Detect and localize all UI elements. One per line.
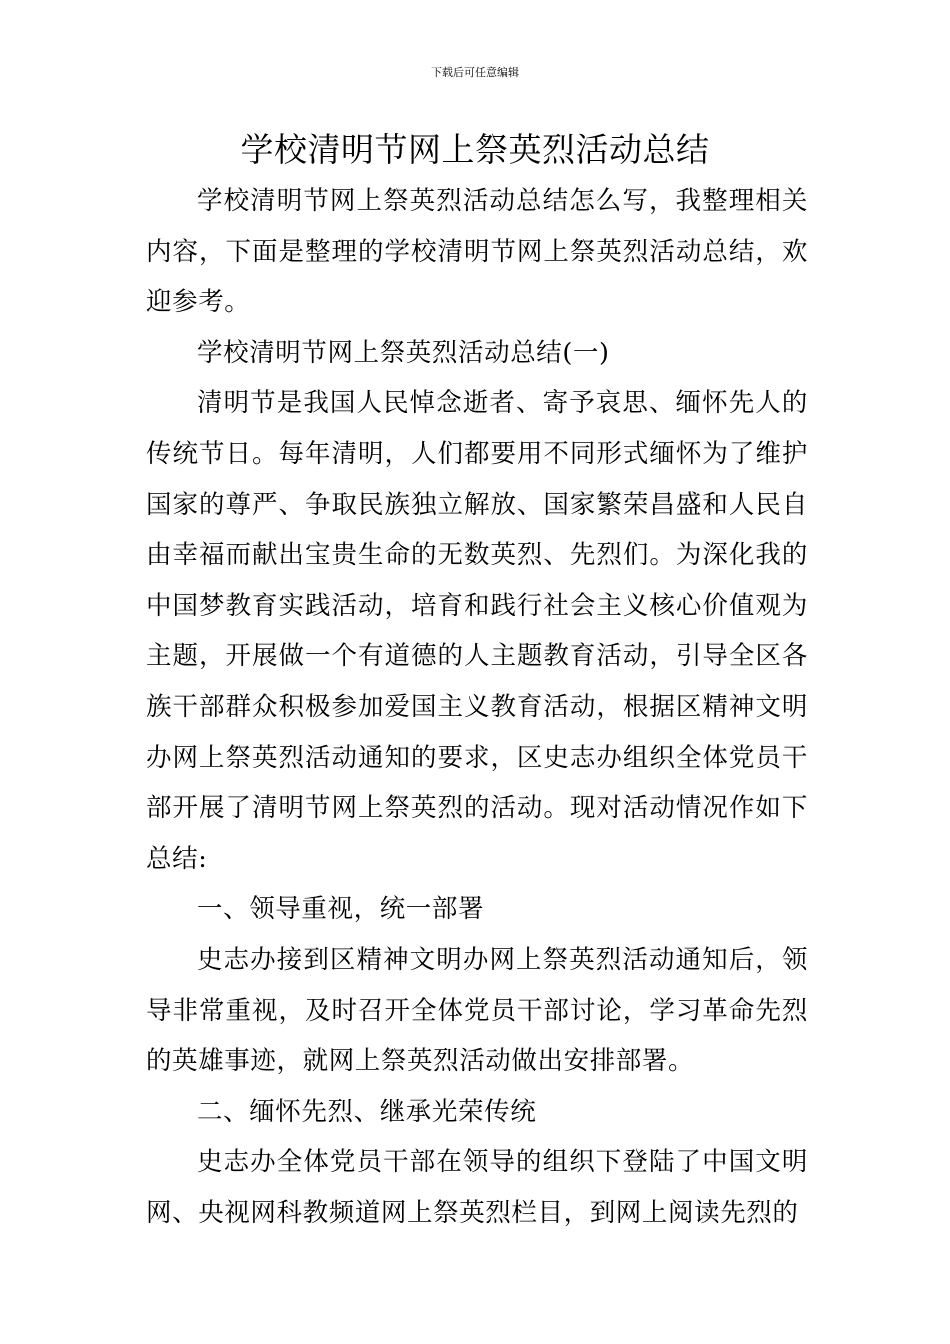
document-title: 学校清明节网上祭英烈活动总结 [240,130,710,169]
subheading-leadership: 一、领导重视，统一部署 [197,894,485,925]
paragraph-intro: 学校清明节网上祭英烈活动总结怎么写，我整理相关内容，下面是整理的学校清明节网上祭英烈活动总结，欢迎参考。 [146,186,808,318]
subheading-commemoration: 二、缅怀先烈、继承光荣传统 [197,1096,537,1127]
document-body [146,176,808,1238]
header-note: 下载后可任意编辑 [431,66,519,79]
paragraph-background: 清明节是我国人民悼念逝者、寄予哀思、缅怀先人的传统节日。每年清明，人们都要用不同形式缅怀为了维护国家的尊严、争取民族独立解放、国家繁荣昌盛和人民自由幸福而献出宝贵生命的无数英烈、先烈们。为深化我的中国梦教育实践活动，培育和践行社会主义核心价值观为主题，开展做一个有道德的人主题教育活动，引导全区各族干部群众积极参加爱国主义教育活动，根据区精神文明办网上祭英烈活动通知的要求，区史志办组织全体党员干部开展了清明节网上祭英烈的活动。现对活动情况作如下总结: [146,388,808,874]
section-heading: 学校清明节网上祭英烈活动总结(一) [197,337,610,368]
paragraph-leadership: 史志办接到区精神文明办网上祭英烈活动通知后，领导非常重视，及时召开全体党员干部讨论，学习革命先烈的英雄事迹，就网上祭英烈活动做出安排部署。 [146,944,808,1077]
paragraph-commemoration: 史志办全体党员干部在领导的组织下登陆了中国文明网、央视网科教频道网上祭英烈栏目，到网上阅读先烈的 [146,1147,808,1228]
